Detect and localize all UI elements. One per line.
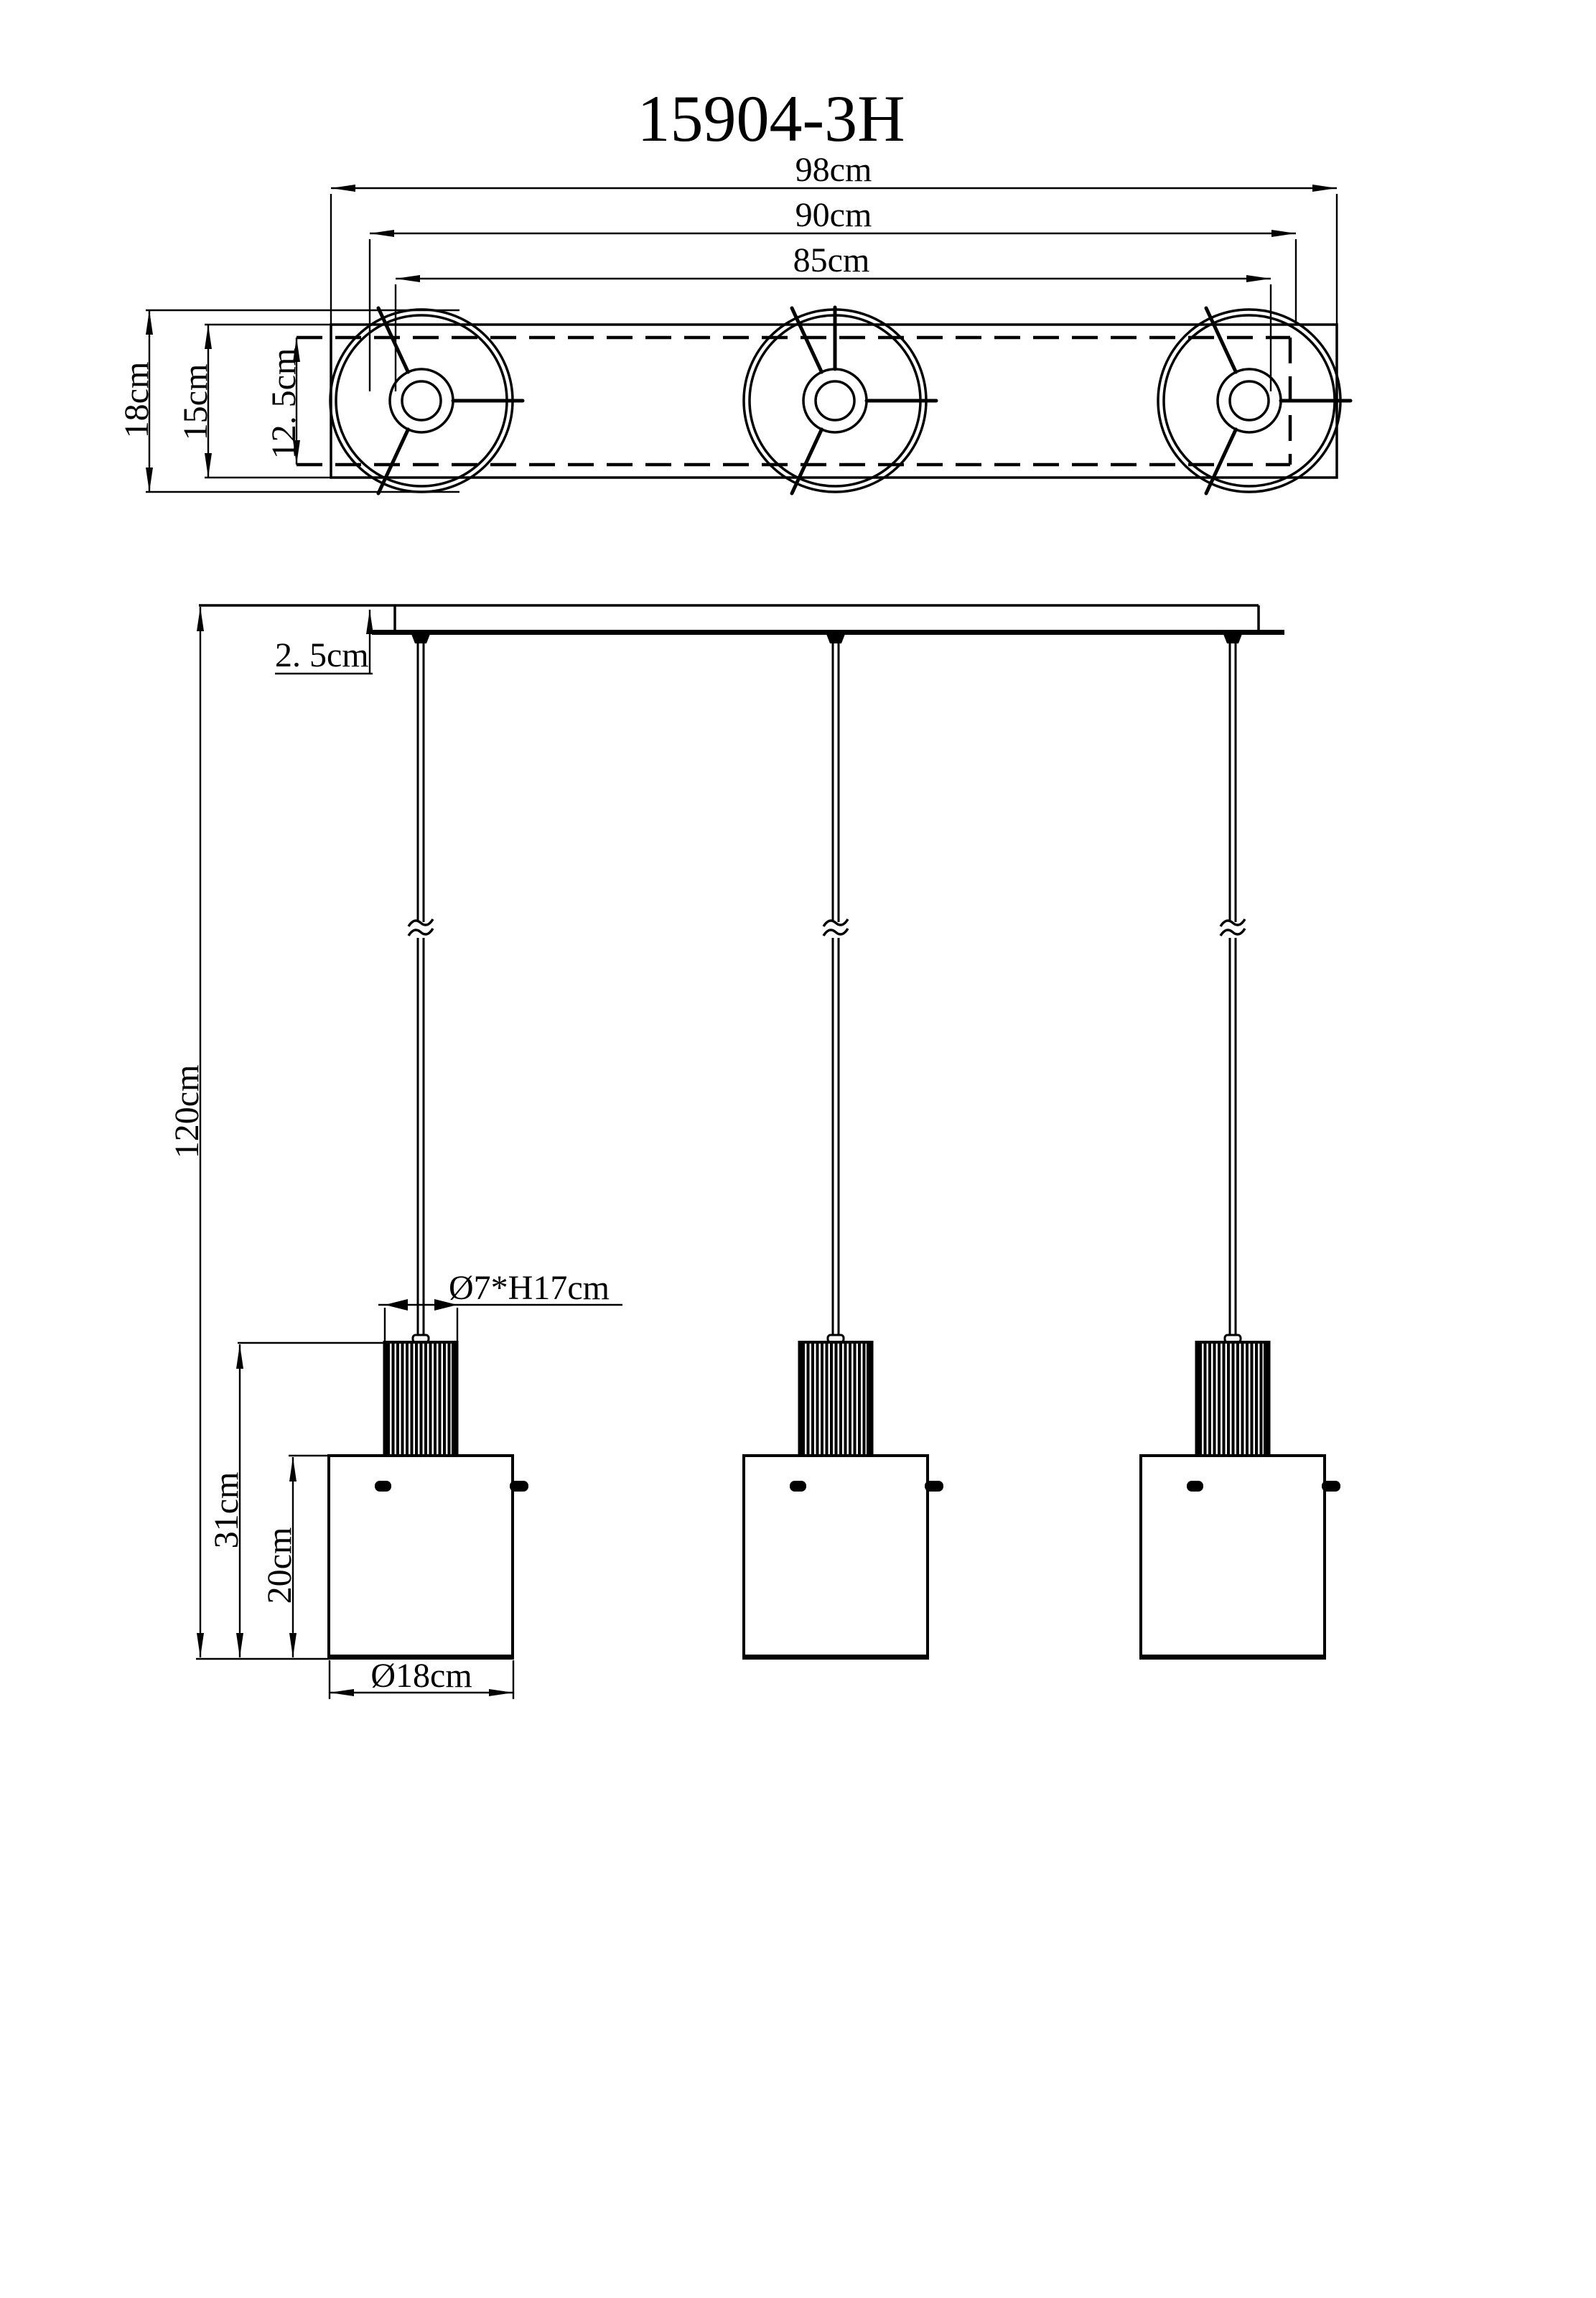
dim-90cm: 90cm xyxy=(795,196,872,234)
dim-socket-size: Ø7*H17cm xyxy=(449,1269,610,1307)
dim-socket xyxy=(378,1269,622,1341)
dim-drop-height xyxy=(168,607,330,1659)
dim-canopy-thickness xyxy=(275,610,373,674)
dim-120cm: 120cm xyxy=(168,1064,206,1159)
dim-18cm: 18cm xyxy=(118,361,156,439)
pendant-right xyxy=(1141,634,1340,1658)
dim-shade-diameter xyxy=(330,1657,513,1699)
dim-85cm: 85cm xyxy=(793,241,870,279)
dim-shade-height xyxy=(261,1456,330,1657)
pendant-middle xyxy=(744,634,943,1658)
dim-98cm: 98cm xyxy=(795,151,872,189)
drawing-title: 15904-3H xyxy=(637,82,905,155)
dim-20cm: 20cm xyxy=(261,1527,299,1604)
side-view xyxy=(168,605,1340,1699)
pendant-left xyxy=(329,634,528,1658)
dim-18cm-diameter: Ø18cm xyxy=(370,1657,472,1695)
dim-31cm: 31cm xyxy=(207,1471,246,1549)
top-view xyxy=(118,151,1350,493)
side-view-canopy xyxy=(199,605,1284,635)
top-view-shade-right xyxy=(1158,308,1350,493)
dim-15cm: 15cm xyxy=(177,363,215,441)
dim-2-5cm: 2. 5cm xyxy=(275,636,369,674)
top-view-height-dimensions xyxy=(118,310,459,492)
dim-12-5cm: 12. 5cm xyxy=(265,348,303,460)
